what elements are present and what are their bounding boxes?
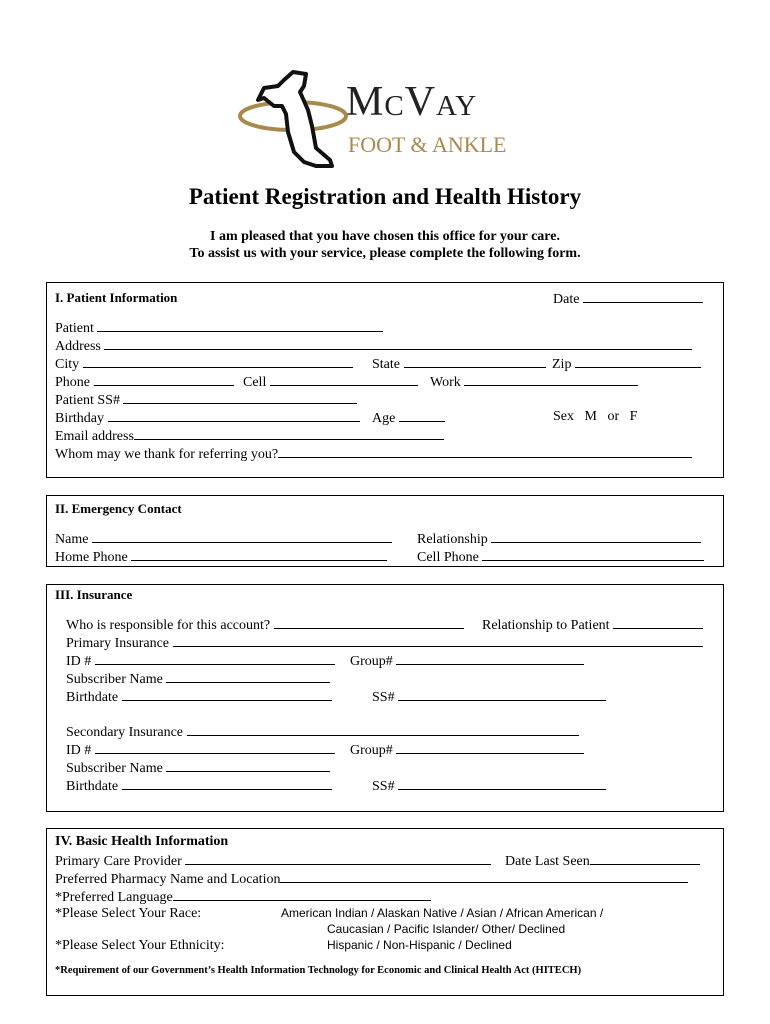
cell-field[interactable]: Cell: [243, 372, 418, 392]
zip-field[interactable]: Zip: [552, 354, 701, 374]
hitech-footnote: *Requirement of our Government’s Health Information Technology for Economic and Clinical Health Act (HITECH): [55, 965, 582, 976]
primary-id-field[interactable]: ID #: [66, 651, 335, 671]
secondary-group-field[interactable]: Group#: [350, 740, 584, 760]
ss-field[interactable]: Patient SS#: [55, 390, 357, 410]
ethnicity-options[interactable]: Hispanic / Non-Hispanic / Declined: [327, 938, 512, 952]
primary-group-field[interactable]: Group#: [350, 651, 584, 671]
race-options-line-2[interactable]: Caucasian / Pacific Islander/ Other/ Declined: [327, 922, 566, 936]
date-last-seen-field[interactable]: Date Last Seen: [505, 851, 700, 871]
ethnicity-label: *Please Select Your Ethnicity:: [55, 938, 225, 953]
section-heading: III. Insurance: [55, 587, 133, 602]
date-field[interactable]: Date: [553, 289, 703, 309]
ec-home-phone-field[interactable]: Home Phone: [55, 547, 387, 567]
section-heading: II. Emergency Contact: [55, 501, 182, 516]
secondary-birthdate-field[interactable]: Birthdate: [66, 776, 332, 796]
referral-field[interactable]: Whom may we thank for referring you?: [55, 444, 692, 464]
logo-tagline: FOOT & ANKLE: [348, 132, 507, 157]
section-heading: I. Patient Information: [55, 290, 178, 305]
logo-name: McVay: [346, 79, 478, 125]
city-field[interactable]: City: [55, 354, 353, 374]
secondary-subscriber-field[interactable]: Subscriber Name: [66, 758, 330, 778]
intro-line-1: I am pleased that you have chosen this office for your care.: [210, 229, 560, 244]
language-field[interactable]: *Preferred Language: [55, 887, 431, 907]
foot-icon: [238, 66, 348, 176]
address-field[interactable]: Address: [55, 336, 692, 356]
race-options-line-1[interactable]: American Indian / Alaskan Native / Asian / African American /: [281, 906, 604, 920]
ec-name-field[interactable]: Name: [55, 529, 392, 549]
page-title: Patient Registration and Health History: [188, 184, 582, 209]
patient-name-field[interactable]: Patient: [55, 318, 383, 338]
email-field[interactable]: Email address: [55, 426, 444, 446]
secondary-ss-field[interactable]: SS#: [372, 776, 606, 796]
state-field[interactable]: State: [372, 354, 546, 374]
sex-field[interactable]: Sex M or F: [553, 409, 638, 424]
primary-insurance-field[interactable]: Primary Insurance: [66, 633, 703, 653]
phone-field[interactable]: Phone: [55, 372, 234, 392]
pcp-field[interactable]: Primary Care Provider: [55, 851, 491, 871]
secondary-insurance-field[interactable]: Secondary Insurance: [66, 722, 579, 742]
work-field[interactable]: Work: [430, 372, 638, 392]
relationship-to-patient-field[interactable]: Relationship to Patient: [482, 615, 703, 635]
primary-ss-field[interactable]: SS#: [372, 687, 606, 707]
ec-cell-phone-field[interactable]: Cell Phone: [417, 547, 704, 567]
ec-relationship-field[interactable]: Relationship: [417, 529, 701, 549]
responsible-field[interactable]: Who is responsible for this account?: [66, 615, 464, 635]
primary-birthdate-field[interactable]: Birthdate: [66, 687, 332, 707]
pharmacy-field[interactable]: Preferred Pharmacy Name and Location: [55, 869, 688, 889]
primary-subscriber-field[interactable]: Subscriber Name: [66, 669, 330, 689]
age-field[interactable]: Age: [372, 408, 445, 428]
intro-line-2: To assist us with your service, please complete the following form.: [189, 246, 581, 261]
secondary-id-field[interactable]: ID #: [66, 740, 335, 760]
practice-logo: [238, 66, 538, 176]
birthday-field[interactable]: Birthday: [55, 408, 360, 428]
race-label: *Please Select Your Race:: [55, 906, 202, 921]
section-heading: IV. Basic Health Information: [55, 834, 229, 849]
